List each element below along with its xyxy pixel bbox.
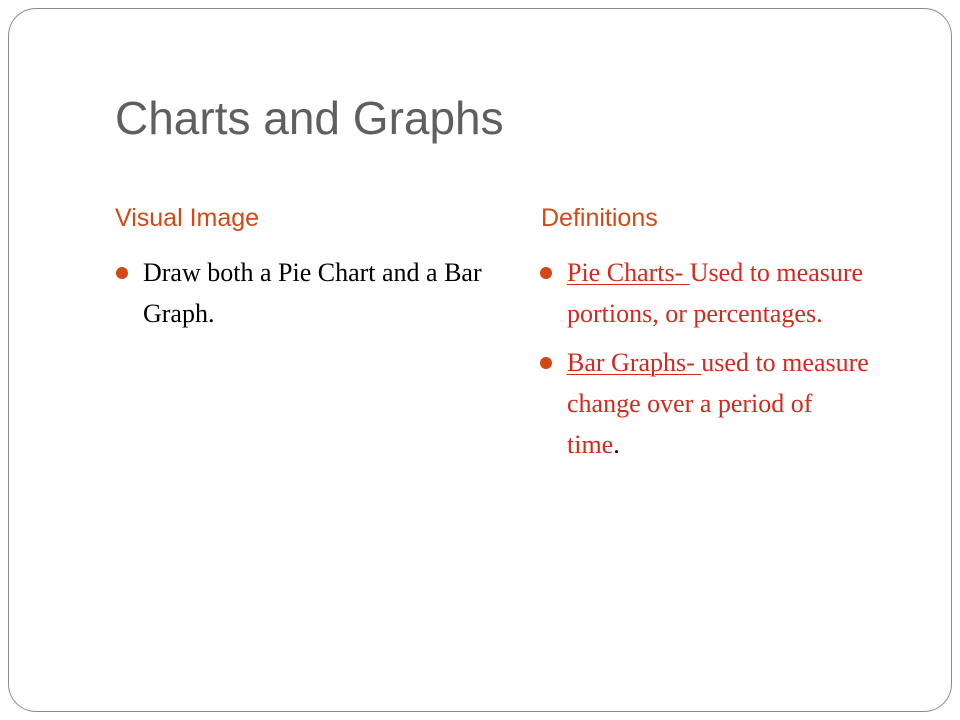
list-item <box>539 342 869 465</box>
definition-term: Pie Charts- <box>567 258 690 287</box>
definition-term: Bar Graphs- <box>567 348 702 377</box>
definition-text: Used to measure portions, or percentages. <box>567 258 864 328</box>
slide-frame <box>8 8 952 712</box>
bullet-icon <box>116 267 128 279</box>
left-column-heading: Visual Image <box>115 204 260 232</box>
list-item <box>539 252 869 334</box>
list-item <box>115 252 495 334</box>
bullet-icon <box>540 267 552 279</box>
definition-period: . <box>613 430 620 459</box>
slide-title: Charts and Graphs <box>115 92 504 144</box>
right-column-heading: Definitions <box>541 204 658 232</box>
bullet-icon <box>540 357 552 369</box>
visual-image-list <box>115 252 495 342</box>
definition-text: used to measure change over a period of time <box>567 348 869 459</box>
bullet-text: Draw both a Pie Chart and a Bar Graph. <box>143 258 482 328</box>
definitions-list <box>539 252 869 473</box>
